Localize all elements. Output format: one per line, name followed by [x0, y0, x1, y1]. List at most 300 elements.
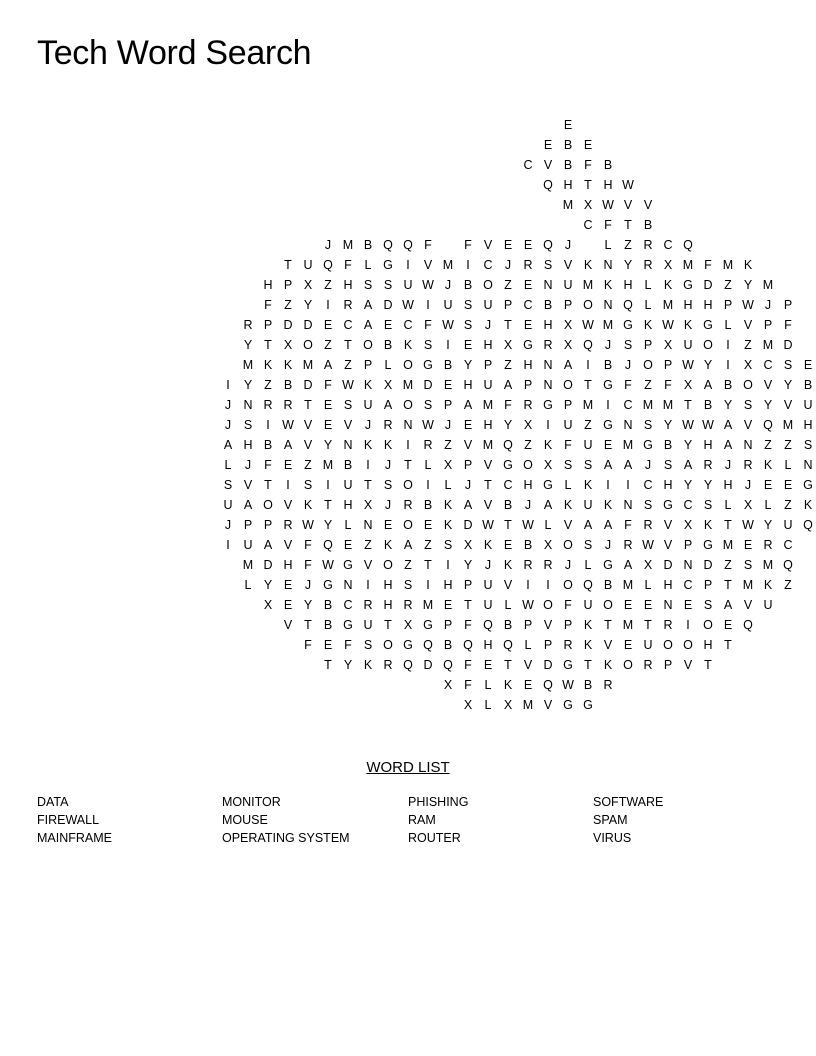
grid-letter: M	[682, 258, 694, 272]
grid-letter: K	[443, 498, 453, 512]
grid-letter: M	[302, 358, 314, 372]
grid-letter: N	[663, 598, 673, 612]
grid-letter: E	[463, 338, 473, 352]
grid-letter: K	[403, 338, 413, 352]
grid-letter: U	[483, 578, 493, 592]
grid-letter: N	[743, 438, 753, 452]
grid-letter: S	[543, 258, 553, 272]
grid-letter: B	[283, 378, 293, 392]
grid-letter: M	[762, 338, 774, 352]
grid-letter: J	[224, 398, 232, 412]
grid-letter: D	[703, 278, 713, 292]
grid-letter: E	[523, 678, 533, 692]
grid-letter: H	[483, 418, 493, 432]
grid-letter: R	[603, 678, 613, 692]
grid-letter: U	[303, 258, 313, 272]
grid-letter: I	[606, 398, 610, 412]
grid-letter: N	[363, 518, 373, 532]
grid-letter: S	[463, 318, 473, 332]
grid-letter: I	[586, 358, 590, 372]
grid-letter: S	[383, 278, 393, 292]
grid-letter: O	[703, 618, 713, 632]
grid-letter: U	[403, 278, 413, 292]
grid-letter: M	[482, 398, 494, 412]
grid-letter: D	[463, 518, 473, 532]
grid-letter: J	[724, 458, 732, 472]
grid-letter: S	[583, 538, 593, 552]
grid-letter: A	[383, 398, 393, 412]
grid-letter: A	[283, 438, 293, 452]
grid-letter: O	[403, 398, 413, 412]
grid-letter: X	[503, 698, 513, 712]
grid-letter: P	[443, 398, 453, 412]
grid-letter: A	[363, 318, 373, 332]
grid-letter: V	[543, 158, 553, 172]
word-list-item: MAINFRAME	[37, 831, 112, 845]
grid-letter: O	[483, 278, 493, 292]
grid-letter: L	[364, 258, 372, 272]
grid-letter: F	[504, 398, 512, 412]
grid-letter: X	[303, 278, 313, 292]
grid-letter: S	[703, 498, 713, 512]
grid-letter: F	[304, 558, 312, 572]
grid-letter: Q	[323, 258, 333, 272]
grid-letter: A	[723, 438, 733, 452]
grid-letter: T	[404, 458, 412, 472]
grid-letter: P	[563, 398, 573, 412]
grid-letter: J	[764, 298, 772, 312]
grid-letter: Y	[763, 518, 773, 532]
word-list-item: ROUTER	[408, 831, 461, 845]
grid-letter: G	[383, 258, 393, 272]
grid-letter: K	[503, 678, 513, 692]
grid-letter: S	[783, 358, 793, 372]
grid-letter: P	[683, 538, 693, 552]
grid-letter: Z	[344, 358, 352, 372]
grid-letter: K	[503, 558, 513, 572]
grid-letter: I	[426, 298, 430, 312]
grid-letter: B	[603, 358, 613, 372]
grid-letter: K	[483, 538, 493, 552]
grid-letter: N	[603, 298, 613, 312]
grid-letter: P	[263, 318, 273, 332]
grid-letter: K	[743, 258, 753, 272]
grid-letter: V	[283, 498, 293, 512]
grid-letter: I	[726, 338, 730, 352]
grid-letter: Q	[583, 338, 593, 352]
grid-letter: V	[563, 518, 573, 532]
grid-letter: A	[563, 358, 573, 372]
grid-letter: Q	[543, 178, 553, 192]
grid-letter: W	[582, 318, 594, 332]
grid-letter: S	[623, 338, 633, 352]
grid-letter: B	[263, 438, 273, 452]
grid-letter: L	[724, 318, 732, 332]
grid-letter: Q	[423, 638, 433, 652]
grid-letter: B	[503, 618, 513, 632]
grid-letter: F	[304, 538, 312, 552]
grid-letter: Y	[503, 418, 513, 432]
grid-letter: H	[523, 358, 533, 372]
grid-letter: O	[563, 378, 573, 392]
grid-letter: X	[443, 458, 453, 472]
grid-letter: B	[383, 338, 393, 352]
grid-letter: H	[523, 478, 533, 492]
grid-letter: Q	[743, 618, 753, 632]
grid-letter: W	[402, 298, 414, 312]
grid-letter: S	[423, 338, 433, 352]
grid-letter: Q	[503, 638, 513, 652]
grid-letter: Q	[543, 678, 553, 692]
grid-letter: V	[343, 418, 353, 432]
grid-letter: Q	[543, 238, 553, 252]
grid-letter: O	[563, 578, 573, 592]
grid-letter: G	[583, 698, 593, 712]
grid-letter: T	[584, 378, 592, 392]
grid-letter: T	[704, 658, 712, 672]
grid-letter: D	[303, 318, 313, 332]
grid-letter: N	[543, 278, 553, 292]
grid-letter: D	[423, 658, 433, 672]
grid-letter: Y	[763, 398, 773, 412]
grid-letter: Z	[304, 458, 312, 472]
grid-letter: U	[563, 278, 573, 292]
grid-letter: Z	[644, 378, 652, 392]
grid-letter: L	[524, 638, 532, 652]
grid-letter: G	[643, 438, 653, 452]
grid-letter: Y	[703, 358, 713, 372]
grid-letter: U	[583, 438, 593, 452]
grid-letter: O	[703, 338, 713, 352]
grid-letter: L	[564, 478, 572, 492]
grid-letter: R	[663, 618, 673, 632]
grid-letter: C	[503, 478, 513, 492]
grid-letter: E	[323, 398, 333, 412]
grid-letter: H	[283, 558, 293, 572]
grid-letter: N	[243, 398, 253, 412]
grid-letter: G	[603, 418, 613, 432]
grid-letter: E	[443, 378, 453, 392]
grid-letter: H	[343, 498, 353, 512]
grid-letter: S	[443, 538, 453, 552]
grid-letter: U	[583, 598, 593, 612]
grid-letter: H	[443, 578, 453, 592]
grid-letter: Y	[723, 398, 733, 412]
grid-letter: Y	[303, 298, 313, 312]
grid-letter: F	[604, 218, 612, 232]
grid-letter: Y	[743, 278, 753, 292]
grid-letter: S	[303, 478, 313, 492]
grid-letter: I	[286, 478, 290, 492]
grid-letter: O	[663, 638, 673, 652]
grid-letter: S	[363, 278, 373, 292]
grid-letter: G	[403, 638, 413, 652]
grid-letter: A	[583, 518, 593, 532]
grid-letter: H	[663, 478, 673, 492]
grid-letter: H	[383, 598, 393, 612]
grid-letter: Q	[683, 238, 693, 252]
grid-letter: I	[406, 258, 410, 272]
grid-letter: P	[503, 298, 513, 312]
grid-letter: B	[803, 378, 813, 392]
grid-letter: F	[424, 318, 432, 332]
grid-letter: M	[622, 578, 634, 592]
grid-letter: W	[442, 318, 454, 332]
grid-letter: Z	[424, 538, 432, 552]
grid-letter: W	[522, 518, 534, 532]
grid-letter: L	[424, 458, 432, 472]
grid-letter: E	[283, 578, 293, 592]
word-list-item: VIRUS	[593, 831, 632, 845]
grid-letter: Z	[624, 238, 632, 252]
grid-letter: O	[563, 538, 573, 552]
grid-letter: E	[603, 438, 613, 452]
grid-letter: E	[503, 538, 513, 552]
grid-letter: V	[743, 418, 753, 432]
grid-letter: X	[743, 358, 753, 372]
grid-letter: P	[563, 298, 573, 312]
grid-letter: Z	[324, 338, 332, 352]
grid-letter: V	[363, 558, 373, 572]
grid-letter: Q	[443, 658, 453, 672]
grid-letter: I	[726, 358, 730, 372]
grid-letter: Q	[403, 238, 413, 252]
grid-letter: T	[644, 618, 652, 632]
grid-letter: K	[803, 498, 813, 512]
grid-letter: N	[543, 378, 553, 392]
grid-letter: J	[324, 238, 332, 252]
grid-letter: V	[503, 578, 513, 592]
grid-letter: G	[323, 578, 333, 592]
grid-letter: T	[264, 338, 272, 352]
grid-letter: X	[503, 338, 513, 352]
grid-letter: P	[243, 518, 253, 532]
grid-letter: V	[543, 698, 553, 712]
grid-letter: V	[783, 398, 793, 412]
grid-letter: W	[522, 598, 534, 612]
grid-letter: Z	[744, 338, 752, 352]
grid-letter: E	[383, 318, 393, 332]
grid-letter: B	[423, 498, 433, 512]
grid-letter: J	[504, 258, 512, 272]
grid-letter: Q	[803, 518, 813, 532]
grid-letter: F	[464, 238, 472, 252]
grid-letter: L	[584, 558, 592, 572]
grid-letter: R	[623, 538, 633, 552]
grid-letter: U	[483, 378, 493, 392]
grid-letter: G	[563, 698, 573, 712]
grid-letter: E	[383, 518, 393, 532]
grid-letter: H	[683, 298, 693, 312]
grid-letter: S	[743, 558, 753, 572]
grid-letter: R	[643, 238, 653, 252]
grid-letter: T	[364, 478, 372, 492]
grid-letter: H	[343, 278, 353, 292]
grid-letter: M	[522, 698, 534, 712]
grid-letter: E	[503, 238, 513, 252]
grid-letter: T	[584, 658, 592, 672]
grid-letter: S	[563, 458, 573, 472]
grid-letter: T	[324, 658, 332, 672]
grid-letter: Y	[243, 378, 253, 392]
grid-letter: I	[266, 418, 270, 432]
grid-letter: E	[463, 418, 473, 432]
grid-letter: F	[424, 238, 432, 252]
grid-letter: H	[703, 638, 713, 652]
grid-letter: P	[283, 278, 293, 292]
grid-letter: J	[744, 478, 752, 492]
grid-letter: F	[664, 378, 672, 392]
grid-letter: A	[703, 378, 713, 392]
grid-letter: X	[363, 498, 373, 512]
grid-letter: C	[663, 238, 673, 252]
grid-letter: T	[344, 338, 352, 352]
grid-letter: H	[703, 298, 713, 312]
grid-letter: J	[464, 478, 472, 492]
grid-letter: X	[543, 538, 553, 552]
grid-letter: P	[663, 658, 673, 672]
grid-letter: O	[363, 338, 373, 352]
grid-letter: C	[523, 158, 533, 172]
grid-letter: X	[403, 618, 413, 632]
grid-letter: K	[603, 658, 613, 672]
grid-letter: M	[722, 538, 734, 552]
grid-letter: M	[602, 318, 614, 332]
grid-letter: M	[582, 398, 594, 412]
grid-letter: L	[444, 478, 452, 492]
grid-letter: T	[504, 658, 512, 672]
grid-letter: G	[563, 658, 573, 672]
grid-letter: B	[703, 398, 713, 412]
grid-letter: I	[446, 338, 450, 352]
grid-letter: K	[583, 618, 593, 632]
grid-letter: J	[484, 318, 492, 332]
grid-letter: P	[543, 638, 553, 652]
grid-letter: D	[703, 558, 713, 572]
grid-letter: F	[464, 678, 472, 692]
grid-letter: K	[583, 478, 593, 492]
grid-letter: B	[563, 138, 573, 152]
grid-letter: E	[483, 658, 493, 672]
grid-letter: R	[243, 318, 253, 332]
grid-letter: Z	[764, 438, 772, 452]
grid-letter: H	[463, 378, 473, 392]
grid-letter: C	[683, 498, 693, 512]
grid-letter: S	[383, 478, 393, 492]
grid-letter: P	[663, 358, 673, 372]
grid-letter: G	[423, 618, 433, 632]
grid-letter: F	[584, 158, 592, 172]
grid-letter: M	[582, 278, 594, 292]
grid-letter: E	[723, 618, 733, 632]
grid-letter: R	[403, 498, 413, 512]
grid-letter: O	[683, 638, 693, 652]
grid-letter: V	[763, 378, 773, 392]
grid-letter: E	[323, 638, 333, 652]
grid-letter: K	[603, 498, 613, 512]
grid-letter: V	[463, 438, 473, 452]
grid-letter: L	[484, 678, 492, 692]
grid-letter: X	[263, 598, 273, 612]
grid-letter: Z	[504, 358, 512, 372]
grid-letter: P	[263, 518, 273, 532]
grid-letter: E	[283, 598, 293, 612]
grid-letter: U	[243, 538, 253, 552]
grid-letter: P	[443, 618, 453, 632]
grid-letter: G	[803, 478, 813, 492]
grid-letter: W	[642, 538, 654, 552]
grid-letter: A	[603, 518, 613, 532]
grid-letter: X	[563, 318, 573, 332]
grid-letter: S	[243, 418, 253, 432]
grid-letter: O	[603, 598, 613, 612]
grid-letter: N	[683, 558, 693, 572]
grid-letter: E	[583, 138, 593, 152]
grid-letter: E	[523, 278, 533, 292]
grid-letter: K	[703, 518, 713, 532]
grid-letter: A	[463, 398, 473, 412]
grid-letter: A	[363, 298, 373, 312]
grid-letter: G	[683, 278, 693, 292]
grid-letter: J	[444, 418, 452, 432]
grid-letter: W	[422, 418, 434, 432]
grid-letter: Q	[583, 578, 593, 592]
grid-letter: E	[283, 458, 293, 472]
grid-letter: B	[663, 438, 673, 452]
grid-letter: V	[683, 658, 693, 672]
grid-letter: V	[303, 438, 313, 452]
grid-letter: T	[584, 178, 592, 192]
grid-letter: N	[803, 458, 813, 472]
grid-letter: J	[224, 518, 232, 532]
grid-letter: B	[563, 158, 573, 172]
grid-letter: M	[322, 458, 334, 472]
grid-letter: T	[384, 618, 392, 632]
grid-letter: T	[684, 398, 692, 412]
grid-letter: V	[563, 258, 573, 272]
grid-letter: W	[422, 278, 434, 292]
grid-letter: G	[623, 318, 633, 332]
grid-letter: X	[743, 498, 753, 512]
grid-letter: H	[263, 278, 273, 292]
grid-letter: R	[283, 518, 293, 532]
grid-letter: C	[343, 598, 353, 612]
grid-letter: U	[563, 418, 573, 432]
grid-letter: Z	[404, 558, 412, 572]
grid-letter: J	[244, 458, 252, 472]
grid-letter: A	[243, 498, 253, 512]
grid-letter: R	[383, 658, 393, 672]
grid-letter: J	[364, 418, 372, 432]
grid-letter: O	[403, 518, 413, 532]
grid-letter: O	[383, 638, 393, 652]
grid-letter: E	[743, 538, 753, 552]
grid-letter: K	[443, 518, 453, 532]
grid-letter: A	[723, 598, 733, 612]
grid-letter: M	[442, 258, 454, 272]
grid-letter: S	[743, 398, 753, 412]
grid-letter: F	[324, 378, 332, 392]
grid-letter: O	[303, 338, 313, 352]
grid-letter: J	[604, 338, 612, 352]
grid-letter: L	[644, 278, 652, 292]
grid-letter: S	[363, 638, 373, 652]
grid-letter: H	[563, 178, 573, 192]
grid-letter: J	[484, 558, 492, 572]
grid-letter: P	[723, 298, 733, 312]
grid-letter: D	[663, 558, 673, 572]
word-list-item: SOFTWARE	[593, 795, 664, 809]
